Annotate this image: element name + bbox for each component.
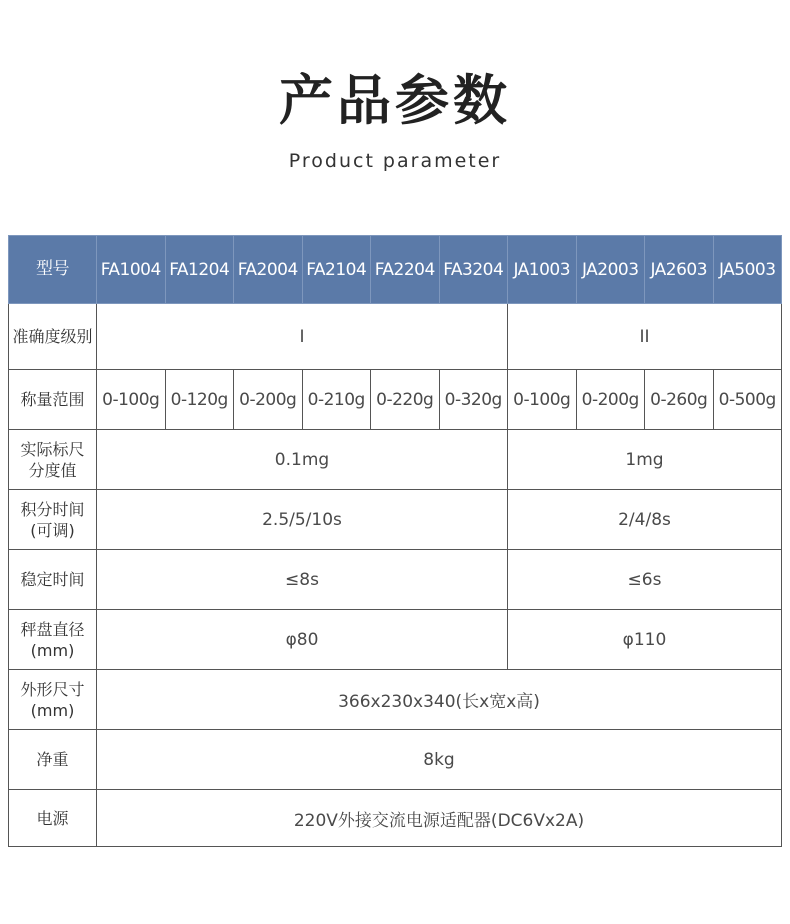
accuracy-label: 准确度级别: [9, 304, 97, 370]
dims-label: [9, 670, 97, 730]
division-ja-value: 1mg: [508, 430, 782, 490]
model-cell: FA1004: [97, 236, 166, 304]
integration-label-line1: 积分时间: [20, 499, 85, 519]
page-subtitle: Product parameter: [288, 150, 502, 172]
power-label: 电源: [9, 790, 97, 847]
power-row: [9, 790, 782, 847]
range-cell: 0-260g: [645, 370, 714, 430]
integration-fa-value: 2.5/5/10s: [97, 490, 508, 550]
pan-ja-value: φ110: [508, 610, 782, 670]
range-cell: 0-120g: [165, 370, 234, 430]
range-label: 称量范围: [9, 370, 97, 430]
stable-label: 稳定时间: [9, 550, 97, 610]
model-cell: JA5003: [713, 236, 782, 304]
power-value: 220V外接交流电源适配器(DC6Vx2A): [97, 790, 782, 847]
division-fa-value: 0.1mg: [97, 430, 508, 490]
division-label-line2: 分度值: [28, 460, 77, 480]
stable-row: [9, 550, 782, 610]
dims-label-line2: (mm): [30, 700, 75, 720]
integration-ja-value: 2/4/8s: [508, 490, 782, 550]
pan-row: [9, 610, 782, 670]
integration-label: [9, 490, 97, 550]
model-cell: JA2603: [645, 236, 714, 304]
range-cell: 0-210g: [302, 370, 371, 430]
stable-ja-value: ≤6s: [508, 550, 782, 610]
range-cell: 0-220g: [371, 370, 440, 430]
division-label-line1: 实际标尺: [20, 439, 85, 459]
weight-row: [9, 730, 782, 790]
weight-label: 净重: [9, 730, 97, 790]
pan-label-line1: 秤盘直径: [20, 619, 85, 639]
division-label: [9, 430, 97, 490]
integration-row: [9, 490, 782, 550]
pan-label: [9, 610, 97, 670]
accuracy-fa-value: I: [97, 304, 508, 370]
dims-value: 366x230x340(长x宽x高): [97, 670, 782, 730]
model-cell: FA1204: [165, 236, 234, 304]
accuracy-row: [9, 304, 782, 370]
range-cell: 0-100g: [508, 370, 577, 430]
model-cell: JA1003: [508, 236, 577, 304]
accuracy-ja-value: II: [508, 304, 782, 370]
range-cell: 0-200g: [576, 370, 645, 430]
model-cell: FA2104: [302, 236, 371, 304]
dims-label-line1: 外形尺寸: [20, 679, 85, 699]
model-label: 型号: [9, 236, 97, 304]
model-cell: JA2003: [576, 236, 645, 304]
model-cell: FA2004: [234, 236, 303, 304]
integration-label-line2: (可调): [30, 520, 75, 540]
model-row: [9, 236, 782, 304]
stable-fa-value: ≤8s: [97, 550, 508, 610]
range-cell: 0-320g: [439, 370, 508, 430]
dims-row: [9, 670, 782, 730]
range-cell: 0-500g: [713, 370, 782, 430]
division-row: [9, 430, 782, 490]
pan-fa-value: φ80: [97, 610, 508, 670]
parameter-table: [8, 235, 782, 847]
model-cell: FA2204: [371, 236, 440, 304]
pan-label-line2: (mm): [30, 640, 75, 660]
model-cell: FA3204: [439, 236, 508, 304]
range-cell: 0-100g: [97, 370, 166, 430]
page-title: 产品参数: [279, 69, 511, 132]
range-row: [9, 370, 782, 430]
weight-value: 8kg: [97, 730, 782, 790]
range-cell: 0-200g: [234, 370, 303, 430]
